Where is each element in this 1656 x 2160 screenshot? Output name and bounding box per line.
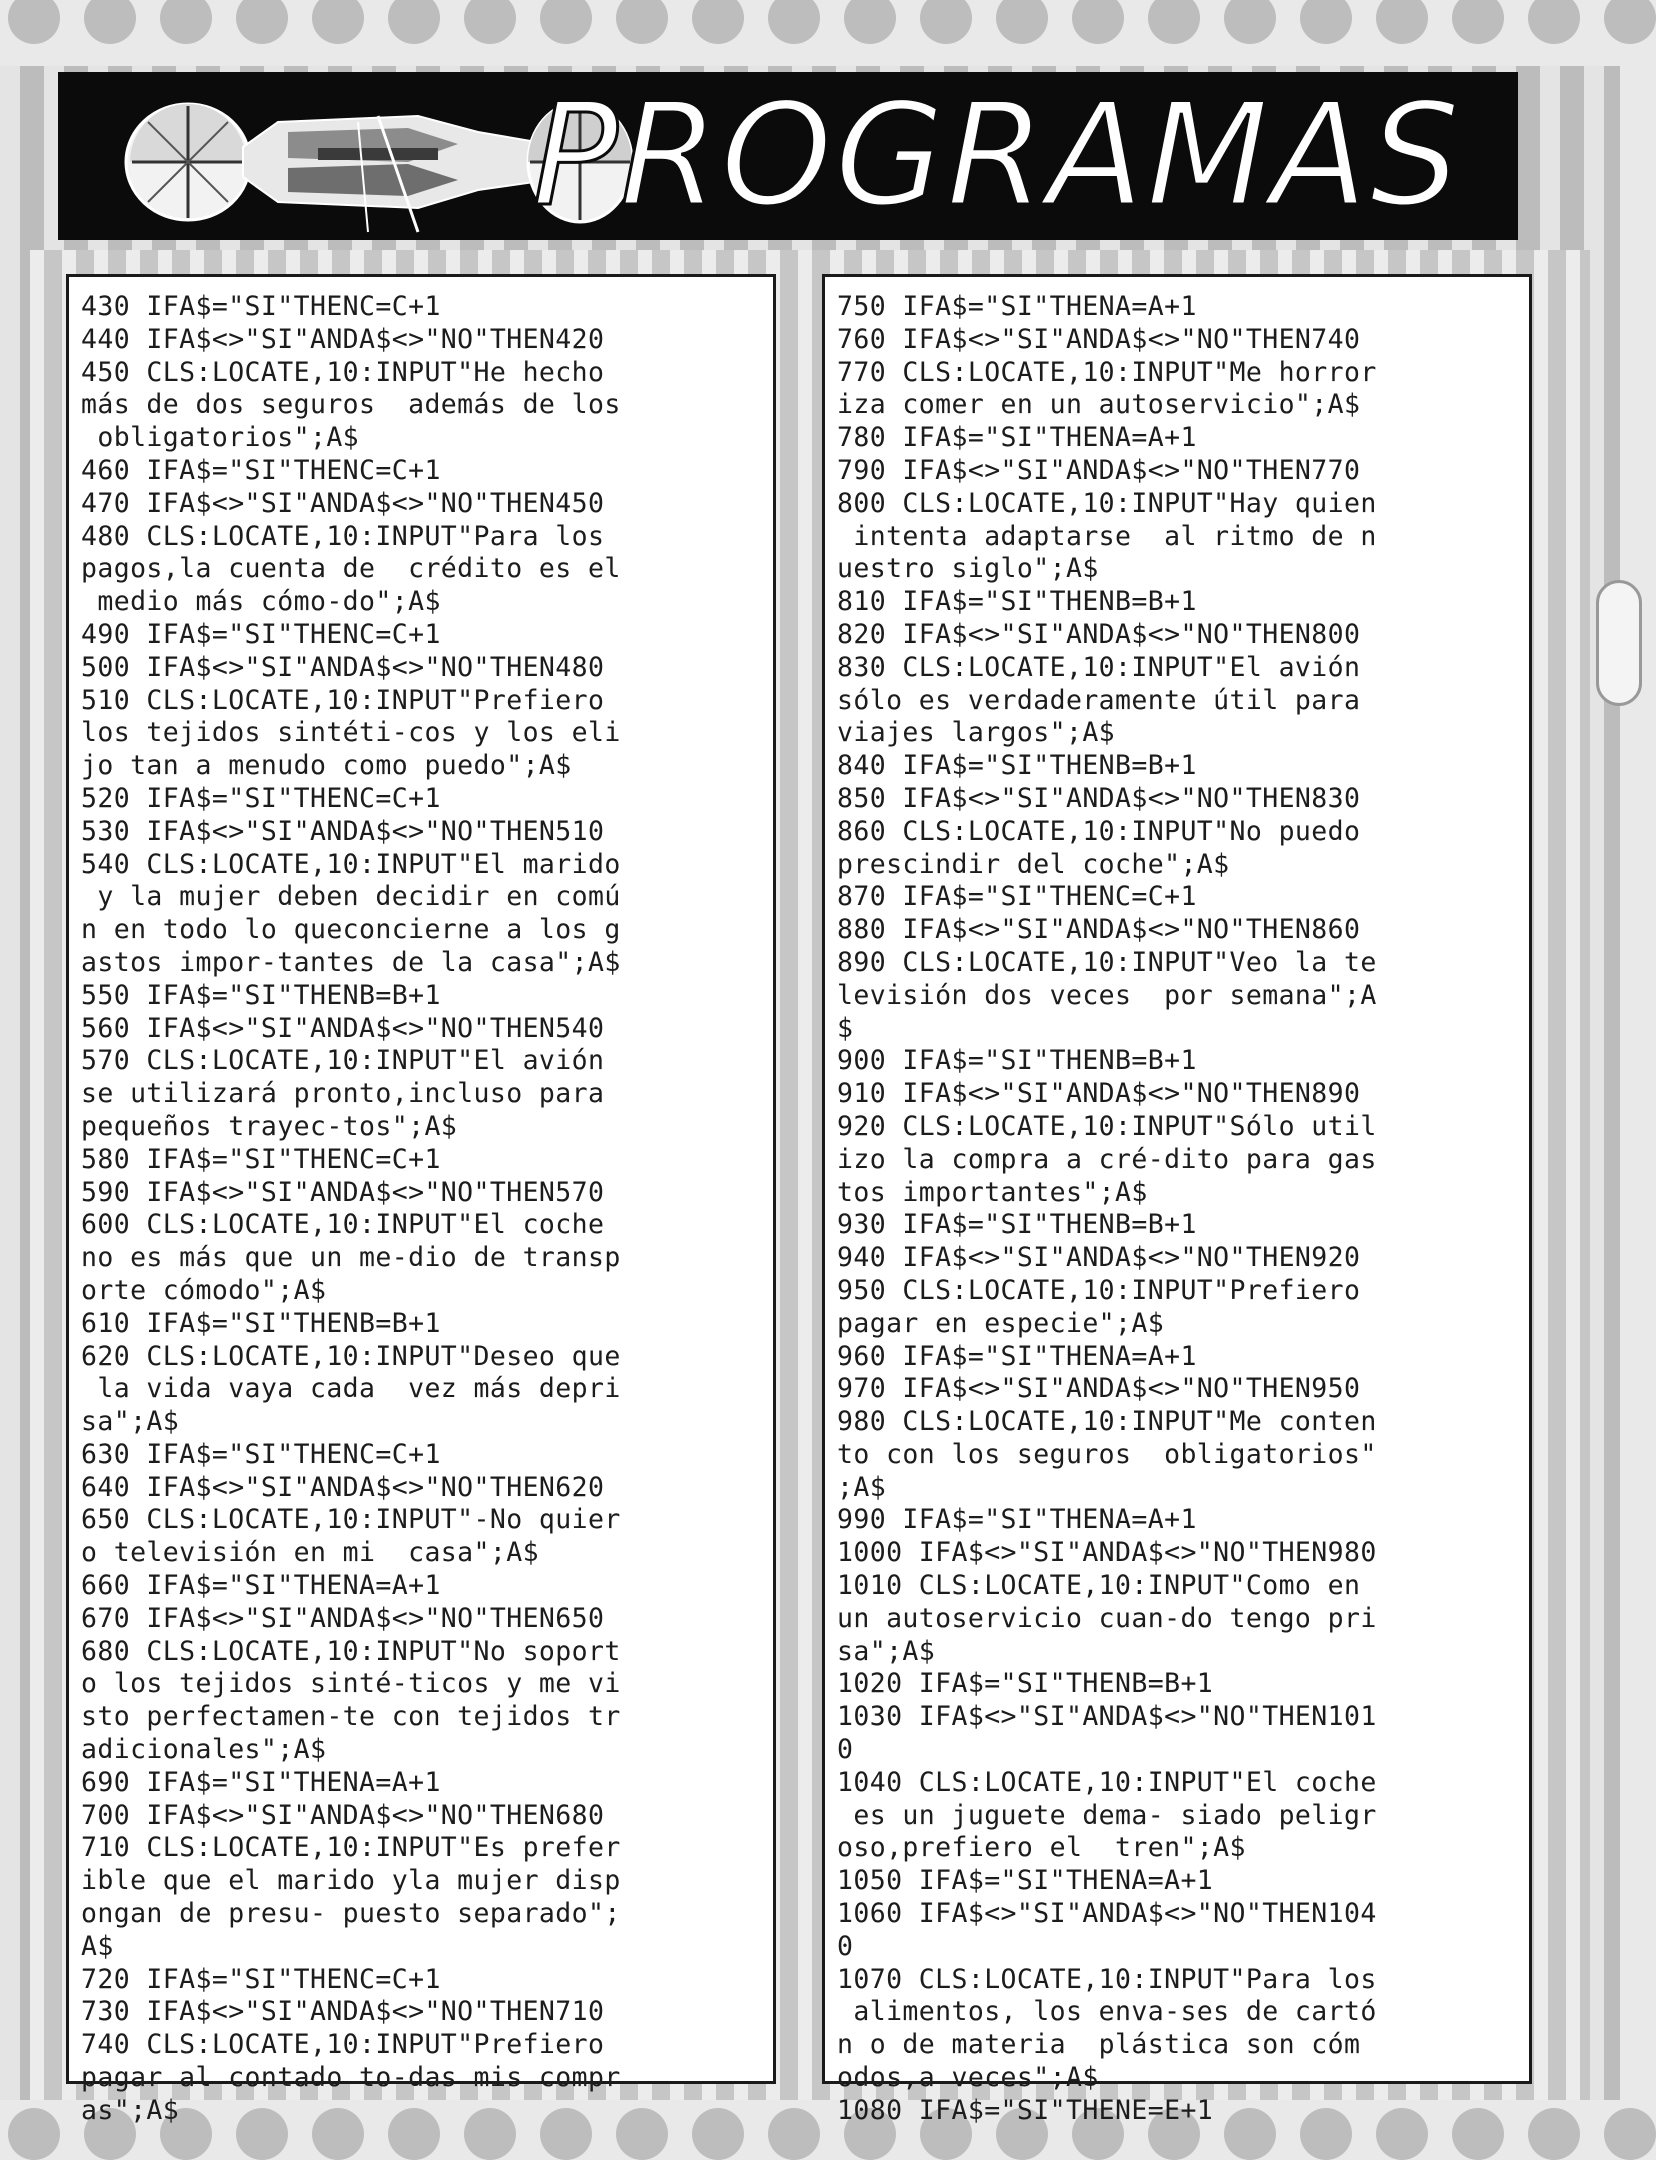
code-line: 880 IFA$<>"SI"ANDA$<>"NO"THEN860 (837, 914, 1361, 946)
border-dot (236, 0, 288, 44)
code-line: y la mujer deben decidir en comú (81, 881, 621, 913)
border-dot (1604, 0, 1656, 44)
code-line: 750 IFA$="SI"THENA=A+1 (837, 291, 1197, 322)
border-dot (84, 0, 136, 44)
code-line: $ (837, 1012, 854, 1044)
code-line: 660 IFA$="SI"THENA=A+1 (81, 1570, 441, 1602)
code-line: 690 IFA$="SI"THENA=A+1 (81, 1766, 441, 1798)
border-dot (1072, 0, 1124, 44)
border-dot (1224, 0, 1276, 44)
page-edge-tab (1596, 580, 1642, 706)
code-line: 1070 CLS:LOCATE,10:INPUT"Para los (837, 1963, 1377, 1995)
code-line: tos importantes";A$ (837, 1176, 1148, 1208)
code-line: o los tejidos sinté-ticos y me vi (81, 1668, 621, 1700)
border-dot (1528, 2108, 1580, 2160)
border-dot (768, 2108, 820, 2160)
code-line: 860 CLS:LOCATE,10:INPUT"No puedo (837, 815, 1361, 847)
code-line: 610 IFA$="SI"THENB=B+1 (81, 1307, 441, 1339)
code-line: 970 IFA$<>"SI"ANDA$<>"NO"THEN950 (837, 1373, 1361, 1405)
code-line: 460 IFA$="SI"THENC=C+1 (81, 454, 441, 486)
border-dot (616, 0, 668, 44)
code-line: 990 IFA$="SI"THENA=A+1 (837, 1504, 1197, 1536)
border-dot (160, 0, 212, 44)
border-dot (8, 0, 60, 44)
code-line: 0 (837, 1734, 854, 1766)
code-line: jo tan a menudo como puedo";A$ (81, 750, 572, 782)
code-line: 700 IFA$<>"SI"ANDA$<>"NO"THEN680 (81, 1799, 605, 1831)
border-dot (1148, 0, 1200, 44)
code-line: 950 CLS:LOCATE,10:INPUT"Prefiero (837, 1274, 1361, 1306)
code-line: 540 CLS:LOCATE,10:INPUT"El marido (81, 848, 621, 880)
code-line: 980 CLS:LOCATE,10:INPUT"Me conten (837, 1406, 1377, 1438)
code-line: izo la compra a cré-dito para gas (837, 1143, 1377, 1175)
code-line: iza comer en un autoservicio";A$ (837, 389, 1361, 421)
border-dot (1452, 0, 1504, 44)
code-line: 630 IFA$="SI"THENC=C+1 (81, 1438, 441, 1470)
code-line: 1010 CLS:LOCATE,10:INPUT"Como en (837, 1570, 1361, 1602)
code-line: 780 IFA$="SI"THENA=A+1 (837, 422, 1197, 454)
code-line: oso,prefiero el tren";A$ (837, 1832, 1246, 1864)
code-line: 820 IFA$<>"SI"ANDA$<>"NO"THEN800 (837, 618, 1361, 650)
code-line: 920 CLS:LOCATE,10:INPUT"Sólo util (837, 1110, 1377, 1142)
code-line: 740 CLS:LOCATE,10:INPUT"Prefiero (81, 2029, 605, 2061)
code-line: 830 CLS:LOCATE,10:INPUT"El avión (837, 651, 1361, 683)
code-line: 670 IFA$<>"SI"ANDA$<>"NO"THEN650 (81, 1602, 605, 1634)
code-line: sólo es verdaderamente útil para (837, 684, 1361, 716)
code-line: 590 IFA$<>"SI"ANDA$<>"NO"THEN570 (81, 1176, 605, 1208)
code-line: 560 IFA$<>"SI"ANDA$<>"NO"THEN540 (81, 1012, 605, 1044)
code-line: los tejidos sintéti-cos y los eli (81, 717, 621, 749)
code-line: ible que el marido yla mujer disp (81, 1865, 621, 1897)
code-line: 930 IFA$="SI"THENB=B+1 (837, 1209, 1197, 1241)
code-line: 430 IFA$="SI"THENC=C+1 (81, 291, 441, 322)
code-line: obligatorios";A$ (81, 422, 360, 454)
code-line: 890 CLS:LOCATE,10:INPUT"Veo la te (837, 946, 1377, 978)
page-title: PROGRAMAS (532, 73, 1462, 238)
code-line: 1040 CLS:LOCATE,10:INPUT"El coche (837, 1766, 1377, 1798)
code-line: 450 CLS:LOCATE,10:INPUT"He hecho (81, 356, 605, 388)
code-line: n en todo lo queconcierne a los g (81, 914, 621, 946)
code-line: 870 IFA$="SI"THENC=C+1 (837, 881, 1197, 913)
code-line: pagar en especie";A$ (837, 1307, 1165, 1339)
code-line: no es más que un me-dio de transp (81, 1242, 621, 1274)
code-line: 910 IFA$<>"SI"ANDA$<>"NO"THEN890 (837, 1078, 1361, 1110)
border-dot (1300, 0, 1352, 44)
code-line: 680 CLS:LOCATE,10:INPUT"No soport (81, 1635, 621, 1667)
code-line: n o de materia plástica son cóm (837, 2029, 1361, 2061)
code-line: 760 IFA$<>"SI"ANDA$<>"NO"THEN740 (837, 323, 1361, 355)
code-line: 510 CLS:LOCATE,10:INPUT"Prefiero (81, 684, 605, 716)
code-line: pagar al contado to-das mis compr (81, 2062, 621, 2094)
border-dot (920, 0, 972, 44)
code-line: adicionales";A$ (81, 1734, 327, 1766)
code-line: 730 IFA$<>"SI"ANDA$<>"NO"THEN710 (81, 1996, 605, 2028)
code-line: 840 IFA$="SI"THENB=B+1 (837, 750, 1197, 782)
code-line: 790 IFA$<>"SI"ANDA$<>"NO"THEN770 (837, 454, 1361, 486)
code-line: es un juguete dema- siado peligr (837, 1799, 1377, 1831)
code-line: 960 IFA$="SI"THENA=A+1 (837, 1340, 1197, 1372)
code-line: 600 CLS:LOCATE,10:INPUT"El coche (81, 1209, 605, 1241)
code-line: 550 IFA$="SI"THENB=B+1 (81, 979, 441, 1011)
code-line: 770 CLS:LOCATE,10:INPUT"Me horror (837, 356, 1377, 388)
code-line: intenta adaptarse al ritmo de n (837, 520, 1377, 552)
border-dot (312, 0, 364, 44)
code-line: 440 IFA$<>"SI"ANDA$<>"NO"THEN420 (81, 323, 605, 355)
code-line: 800 CLS:LOCATE,10:INPUT"Hay quien (837, 487, 1377, 519)
code-line: 940 IFA$<>"SI"ANDA$<>"NO"THEN920 (837, 1242, 1361, 1274)
code-line: A$ (81, 1930, 114, 1962)
code-line: 490 IFA$="SI"THENC=C+1 (81, 618, 441, 650)
code-line: 620 CLS:LOCATE,10:INPUT"Deseo que (81, 1340, 621, 1372)
code-line: levisión dos veces por semana";A (837, 979, 1377, 1011)
code-line: 1050 IFA$="SI"THENA=A+1 (837, 1865, 1214, 1897)
code-line: 530 IFA$<>"SI"ANDA$<>"NO"THEN510 (81, 815, 605, 847)
code-line: 0 (837, 1930, 854, 1962)
code-line: 1080 IFA$="SI"THENE=E+1 (837, 2094, 1214, 2126)
section-header (58, 72, 1518, 240)
code-line: sa";A$ (81, 1406, 180, 1438)
code-line: un autoservicio cuan-do tengo pri (837, 1602, 1377, 1634)
code-line: pagos,la cuenta de crédito es el (81, 553, 621, 585)
code-line: orte cómodo";A$ (81, 1274, 327, 1306)
code-line: 1060 IFA$<>"SI"ANDA$<>"NO"THEN104 (837, 1898, 1377, 1930)
code-line: 650 CLS:LOCATE,10:INPUT"-No quier (81, 1504, 621, 1536)
code-line: viajes largos";A$ (837, 717, 1116, 749)
border-dot (540, 0, 592, 44)
code-line: to con los seguros obligatorios" (837, 1438, 1377, 1470)
code-line: astos impor-tantes de la casa";A$ (81, 946, 621, 978)
code-line: 570 CLS:LOCATE,10:INPUT"El avión (81, 1045, 605, 1077)
code-line: uestro siglo";A$ (837, 553, 1099, 585)
border-dot (844, 0, 896, 44)
border-dot (388, 0, 440, 44)
border-dot (1604, 2108, 1656, 2160)
code-line: 710 CLS:LOCATE,10:INPUT"Es prefer (81, 1832, 621, 1864)
border-dot (768, 0, 820, 44)
code-line: o televisión en mi casa";A$ (81, 1537, 539, 1569)
code-column-left (66, 274, 776, 2126)
code-line: 580 IFA$="SI"THENC=C+1 (81, 1143, 441, 1175)
code-line: 1030 IFA$<>"SI"ANDA$<>"NO"THEN101 (837, 1701, 1377, 1733)
code-line: 500 IFA$<>"SI"ANDA$<>"NO"THEN480 (81, 651, 605, 683)
code-line: 850 IFA$<>"SI"ANDA$<>"NO"THEN830 (837, 782, 1361, 814)
code-line: medio más cómo-do";A$ (81, 586, 441, 618)
code-line: odos,a veces";A$ (837, 2062, 1099, 2094)
code-line: 1020 IFA$="SI"THENB=B+1 (837, 1668, 1214, 1700)
code-line: ongan de presu- puesto separado"; (81, 1898, 621, 1930)
code-line: ;A$ (837, 1471, 887, 1503)
code-line: alimentos, los enva-ses de cartó (837, 1996, 1377, 2028)
code-line: 1000 IFA$<>"SI"ANDA$<>"NO"THEN980 (837, 1537, 1377, 1569)
code-line: 480 CLS:LOCATE,10:INPUT"Para los (81, 520, 605, 552)
code-line: la vida vaya cada vez más depri (81, 1373, 621, 1405)
code-line: se utilizará pronto,incluso para (81, 1078, 605, 1110)
code-line: 900 IFA$="SI"THENB=B+1 (837, 1045, 1197, 1077)
code-line: 720 IFA$="SI"THENC=C+1 (81, 1963, 441, 1995)
border-dot (692, 0, 744, 44)
code-line: pequeños trayec-tos";A$ (81, 1110, 458, 1142)
code-column-right (822, 274, 1532, 2126)
border-dot (996, 0, 1048, 44)
code-line: 470 IFA$<>"SI"ANDA$<>"NO"THEN450 (81, 487, 605, 519)
border-dot (8, 2108, 60, 2160)
border-dot (1376, 0, 1428, 44)
code-line: 640 IFA$<>"SI"ANDA$<>"NO"THEN620 (81, 1471, 605, 1503)
border-dot (464, 0, 516, 44)
code-line: sa";A$ (837, 1635, 936, 1667)
code-line: as";A$ (81, 2094, 180, 2126)
border-dot (1528, 0, 1580, 44)
top-dot-border (0, 0, 1620, 66)
code-line: más de dos seguros además de los (81, 389, 621, 421)
code-line: 520 IFA$="SI"THENC=C+1 (81, 782, 441, 814)
code-line: sto perfectamen-te con tejidos tr (81, 1701, 621, 1733)
code-line: prescindir del coche";A$ (837, 848, 1230, 880)
code-line: 810 IFA$="SI"THENB=B+1 (837, 586, 1197, 618)
